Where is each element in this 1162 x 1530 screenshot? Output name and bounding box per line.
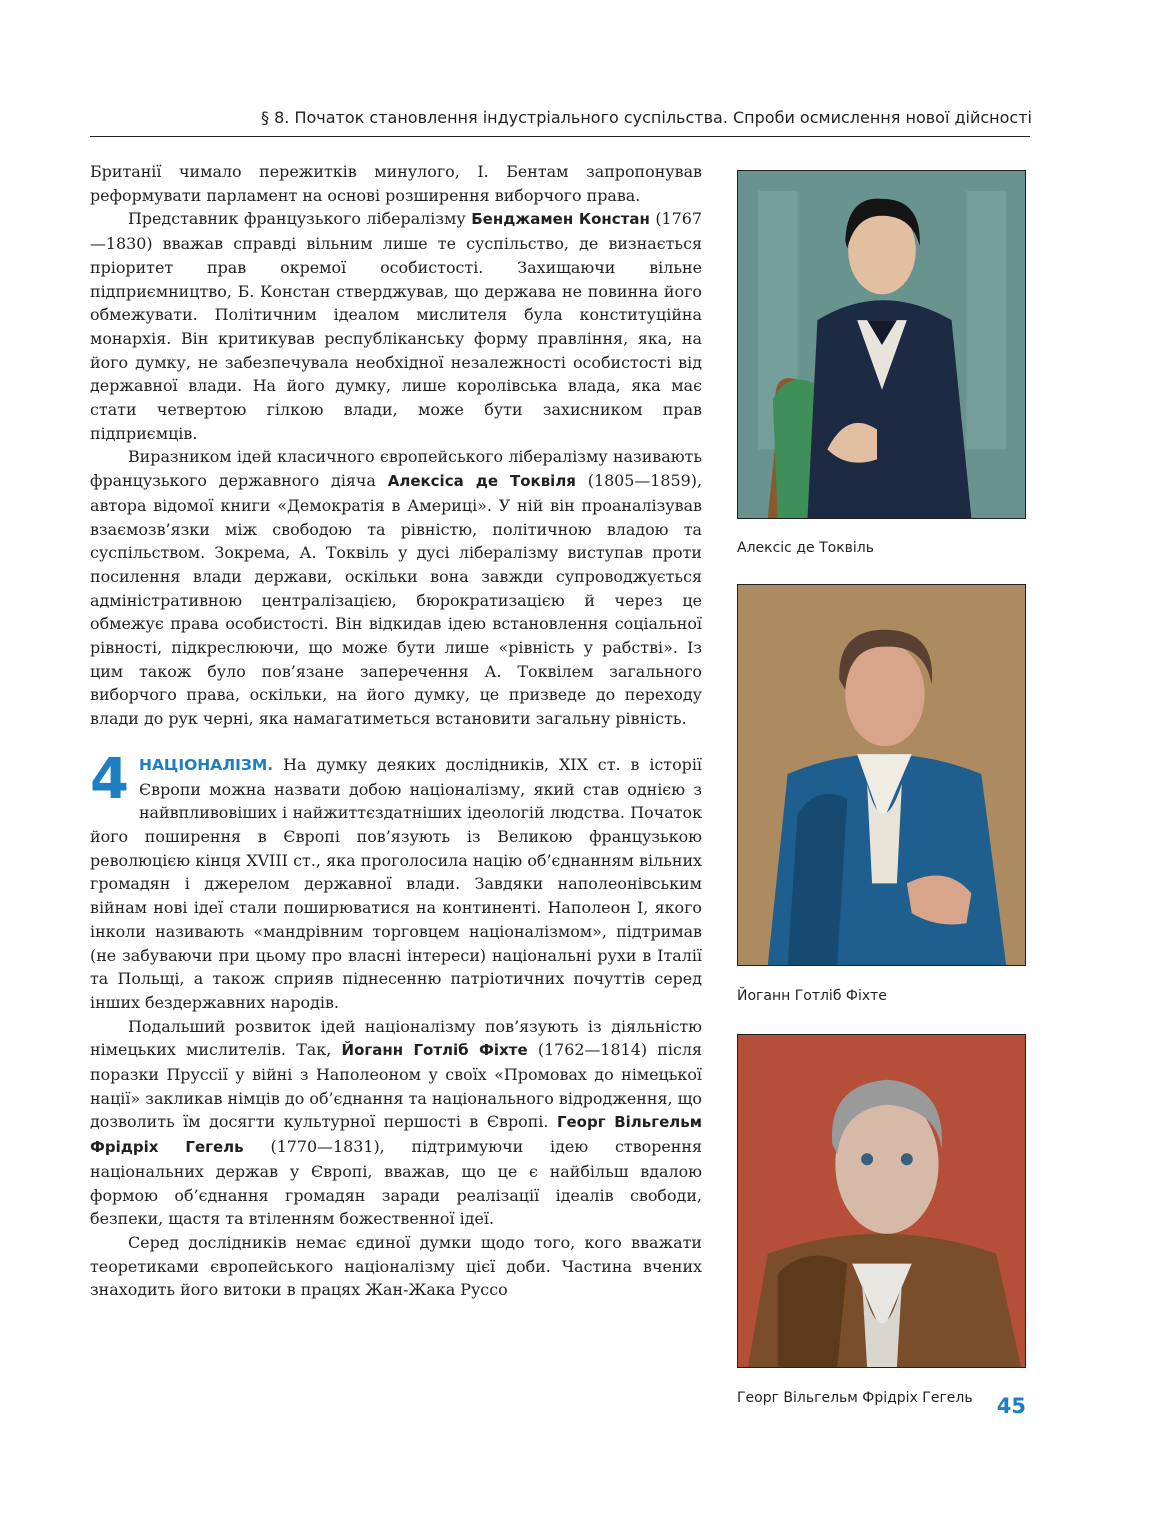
- figure-tocqueville: [737, 170, 1026, 556]
- running-header: § 8. Початок становлення індустріального суспільства. Спроби осмислення нової дійсності: [261, 108, 1032, 127]
- paragraph-text: Серед дослідників немає єдиної думки щодо того, кого вважати теоретиками європейського націоналізму цієї доби. Частина вчених знаходить його витоки в працях Жан-Жака Руссо: [90, 1232, 702, 1300]
- figure-fichte: [737, 584, 1026, 1004]
- section-title: НАЦІОНАЛІЗМ.: [138, 755, 274, 774]
- main-text-column: [90, 160, 702, 1302]
- paragraph-text: (1762—1814) після поразки Пруссії у війні з Наполеоном у своїх «Промовах до німецької нації» закликав німців до об’єднання та національного відродження, що дозволить їм досягти культурної першості в Європі.: [90, 1040, 702, 1132]
- paragraph-text: Подальший розвиток ідей націоналізму пов’язують із діяльністю німецьких мислителів. Так,: [90, 1016, 702, 1060]
- person-name-fichte: Йоганн Готліб Фіхте: [341, 1041, 528, 1060]
- portrait-fichte-image: [738, 585, 1025, 965]
- person-name-constant: Бенджамен Констан: [471, 210, 650, 229]
- paragraph-text: (1767—1830) вважав справді вільним лише те суспільство, де визнається пріоритет прав окремої особистості. Захищаючи вільне підприємництво, Б. Констан стверджував, що держава не повинна його обмежувати. Політичним ідеалом мислителя була конституційна монархія. Він критикував республіканську форму правління, яка, на його думку, не забезпечувала необхідної незалежності особистості від державної влади. На його думку, лише королівська влада, яка має стати четвертою гілкою влади, може бути захисником прав підприємців.: [90, 209, 702, 443]
- paragraph-text: (1770—1831), підтримуючи ідею створення національних держав у Європі, вважав, що це є найбільш вдалою формою об’єднання громадян заради реалізації ідеалів свободи, безпеки, щастя та втіленням божественної ідеї.: [90, 1137, 702, 1229]
- person-name-tocqueville: Алексіса де Токвіля: [387, 472, 576, 491]
- paragraph: [90, 445, 702, 730]
- paragraph-text: Британії чимало пережитків минулого, І. Бентам запропонував реформувати парламент на основі розширення виборчого права.: [90, 162, 702, 205]
- person-name-hegel: Георг Вільгельм Фрідріх Гегель: [90, 1113, 703, 1157]
- paragraph: [90, 1015, 702, 1231]
- paragraph: [90, 207, 702, 445]
- paragraph: [90, 746, 702, 1015]
- paragraph: [90, 1231, 702, 1302]
- caption-fichte: Йоганн Готліб Фіхте: [737, 988, 887, 1004]
- caption-hegel: Георг Вільгельм Фрідріх Гегель: [737, 1390, 973, 1406]
- portrait-tocqueville: [737, 170, 1026, 519]
- paragraph-text: Виразником ідей класичного європейського лібералізму називають французького державного діяча: [90, 447, 702, 491]
- paragraph-text: На думку деяких дослідників, XIX ст. в історії Європи можна назвати добою націоналізму, який став однією з найвпливовіших і найжиттєздатніших ідеологій людства. Початок його поширення в Європі пов’язують із Великою французькою революцією кінця XVIII ст., яка проголосила націю об’єднанням вільних громадян і джерелом державної влади. Завдяки наполеонівським війнам нові ідеї стали поширюватися на континенті. Наполеон І, якого інколи називають «мандрівним торговцем націоналізмом», підтримав (не забуваючи при цьому про власні інтереси) національні рухи в Італії та Польщі, а також сприяв піднесенню патріотичних почуттів серед інших бездержавних народів.: [90, 754, 702, 1012]
- page-number: 45: [996, 1394, 1026, 1418]
- section-number: 4: [90, 746, 129, 812]
- portrait-hegel-image: [738, 1035, 1025, 1367]
- section-4: [90, 746, 703, 1302]
- paragraph-text: Представник французького лібералізму: [128, 209, 472, 229]
- paragraph-text: (1805—1859), автора відомої книги «Демократія в Америці». У ній він проаналізував взаємозв’язки між свободою та рівністю, політичною владою та суспільством. Зокрема, А. Токвіль у дусі лібералізму виступав проти посилення влади держави, оскільки вона завжди супроводжується адміністративною централізацією, бюрократизацією й через це обмежує права особистості. Він відкидав ідею встановлення соціальної рівності, підкреслюючи, що може бути лише «рівність у рабстві». Із цим також було пов’язане заперечення А. Токвілем загального виборчого права, оскільки, на його думку, це призведе до переходу влади до рук черні, яка намагатиметься встановити загальну рівність.: [90, 471, 702, 729]
- portrait-hegel: [737, 1034, 1026, 1368]
- caption-tocqueville: Алексіс де Токвіль: [737, 540, 874, 556]
- portrait-tocqueville-image: [738, 171, 1025, 518]
- paragraph: [90, 160, 702, 207]
- header-rule: [90, 136, 1030, 137]
- portrait-fichte: [737, 584, 1026, 966]
